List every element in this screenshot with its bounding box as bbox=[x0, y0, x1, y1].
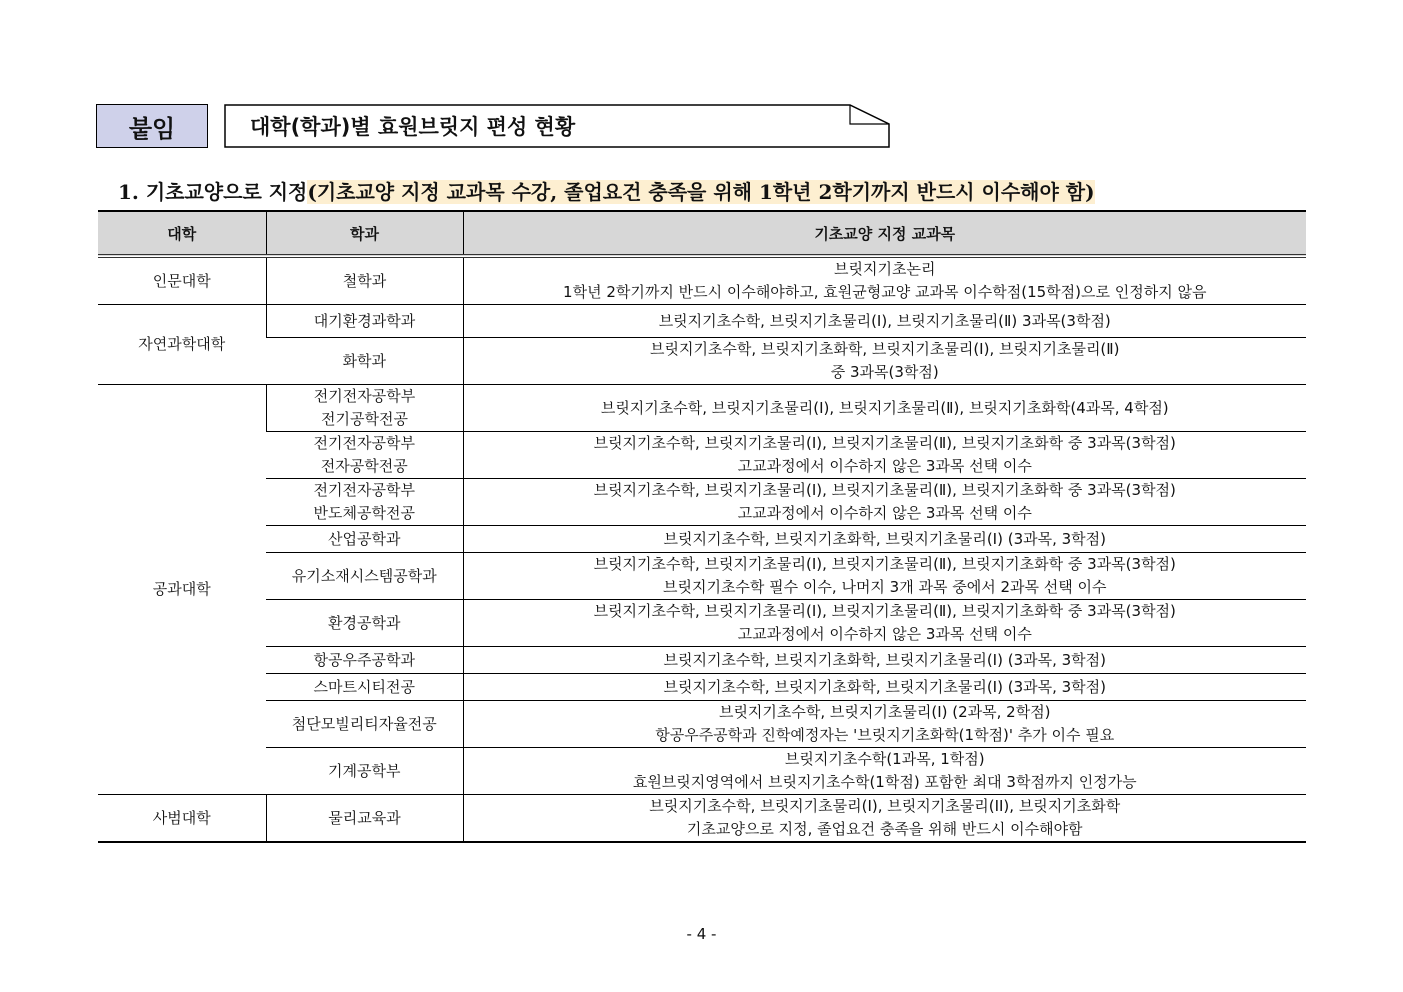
department-cell: 물리교육과 bbox=[266, 795, 463, 843]
page-number: - 4 - bbox=[686, 925, 717, 943]
table-row bbox=[98, 600, 1306, 647]
table-row bbox=[98, 647, 1306, 674]
courses-cell: 브릿지기초수학, 브릿지기초화학, 브릿지기초물리(Ⅰ), 브릿지기초물리(Ⅱ) 중 3과목(3학점) bbox=[463, 338, 1306, 385]
department-cell: 환경공학과 bbox=[266, 600, 463, 647]
department-cell: 화학과 bbox=[266, 338, 463, 385]
table-row bbox=[98, 701, 1306, 748]
section-heading bbox=[118, 176, 1095, 205]
courses-cell: 브릿지기초논리 1학년 2학기까지 반드시 이수해야하고, 효원균형교양 교과목 이수학점(15학점)으로 인정하지 않음 bbox=[463, 256, 1306, 305]
column-header-department: 학과 bbox=[266, 211, 463, 256]
courses-cell: 브릿지기초수학, 브릿지기초물리(Ⅰ), 브릿지기초물리(Ⅱ), 브릿지기초화학 중 3과목(3학점) 브릿지기초수학 필수 이수, 나머지 3개 과목 중에서 2과목 선택 이수 bbox=[463, 553, 1306, 600]
bridge-course-table bbox=[98, 210, 1306, 843]
courses-cell: 브릿지기초수학(1과목, 1학점) 효원브릿지영역에서 브릿지기초수학(1학점) 포함한 최대 3학점까지 인정가능 bbox=[463, 748, 1306, 795]
department-cell: 항공우주공학과 bbox=[266, 647, 463, 674]
document-title-box bbox=[224, 104, 890, 148]
table-row bbox=[98, 432, 1306, 479]
courses-cell: 브릿지기초수학, 브릿지기초물리(Ⅰ), 브릿지기초물리(Ⅱ), 브릿지기초화학 중 3과목(3학점) 고교과정에서 이수하지 않은 3과목 선택 이수 bbox=[463, 600, 1306, 647]
department-cell: 산업공학과 bbox=[266, 526, 463, 553]
department-cell: 첨단모빌리티자율전공 bbox=[266, 701, 463, 748]
column-header-college: 대학 bbox=[98, 211, 266, 256]
college-cell: 사범대학 bbox=[98, 795, 266, 843]
department-cell: 철학과 bbox=[266, 256, 463, 305]
table-row bbox=[98, 674, 1306, 701]
courses-cell: 브릿지기초수학, 브릿지기초물리(Ⅰ), 브릿지기초물리(Ⅱ) 3과목(3학점) bbox=[463, 305, 1306, 338]
table-row bbox=[98, 338, 1306, 385]
courses-cell: 브릿지기초수학, 브릿지기초화학, 브릿지기초물리(Ⅰ) (3과목, 3학점) bbox=[463, 647, 1306, 674]
college-cell: 인문대학 bbox=[98, 256, 266, 305]
department-cell: 유기소재시스템공학과 bbox=[266, 553, 463, 600]
table-row bbox=[98, 526, 1306, 553]
table-row bbox=[98, 479, 1306, 526]
courses-cell: 브릿지기초수학, 브릿지기초물리(Ⅰ), 브릿지기초물리(Ⅱ), 브릿지기초화학 중 3과목(3학점) 고교과정에서 이수하지 않은 3과목 선택 이수 bbox=[463, 432, 1306, 479]
table-row bbox=[98, 795, 1306, 843]
department-cell: 전기전자공학부 전기공학전공 bbox=[266, 385, 463, 432]
column-header-courses: 기초교양 지정 교과목 bbox=[463, 211, 1306, 256]
attachment-tag bbox=[96, 104, 208, 148]
table-row bbox=[98, 748, 1306, 795]
table-row bbox=[98, 385, 1306, 432]
department-cell: 대기환경과학과 bbox=[266, 305, 463, 338]
department-cell: 스마트시티전공 bbox=[266, 674, 463, 701]
courses-cell: 브릿지기초수학, 브릿지기초물리(Ⅰ), 브릿지기초물리(Ⅱ), 브릿지기초화학 중 3과목(3학점) 고교과정에서 이수하지 않은 3과목 선택 이수 bbox=[463, 479, 1306, 526]
department-cell: 전기전자공학부 전자공학전공 bbox=[266, 432, 463, 479]
courses-cell: 브릿지기초수학, 브릿지기초물리(Ⅰ), 브릿지기초물리(Ⅱ), 브릿지기초화학(4과목, 4학점) bbox=[463, 385, 1306, 432]
section-heading-prefix: 1. 기초교양으로 지정 bbox=[118, 180, 308, 204]
college-cell: 자연과학대학 bbox=[98, 305, 266, 385]
section-heading-highlight: (기초교양 지정 교과목 수강, 졸업요건 충족을 위해 1학년 2학기까지 반드시 이수해야 함) bbox=[307, 180, 1095, 204]
courses-cell: 브릿지기초수학, 브릿지기초화학, 브릿지기초물리(Ⅰ) (3과목, 3학점) bbox=[463, 526, 1306, 553]
courses-cell: 브릿지기초수학, 브릿지기초물리(I), 브릿지기초물리(II), 브릿지기초화학 기초교양으로 지정, 졸업요건 충족을 위해 반드시 이수해야함 bbox=[463, 795, 1306, 843]
table-header-row bbox=[98, 211, 1306, 256]
table-row bbox=[98, 256, 1306, 305]
document-title: 대학(학과)별 효원브릿지 편성 현황 bbox=[250, 115, 576, 139]
college-cell: 공과대학 bbox=[98, 385, 266, 795]
courses-cell: 브릿지기초수학, 브릿지기초물리(Ⅰ) (2과목, 2학점) 항공우주공학과 진학예정자는 '브릿지기초화학(1학점)' 추가 이수 필요 bbox=[463, 701, 1306, 748]
table-row bbox=[98, 553, 1306, 600]
department-cell: 기계공학부 bbox=[266, 748, 463, 795]
attachment-tag-label: 붙임 bbox=[128, 114, 176, 143]
table-row bbox=[98, 305, 1306, 338]
courses-cell: 브릿지기초수학, 브릿지기초화학, 브릿지기초물리(Ⅰ) (3과목, 3학점) bbox=[463, 674, 1306, 701]
department-cell: 전기전자공학부 반도체공학전공 bbox=[266, 479, 463, 526]
